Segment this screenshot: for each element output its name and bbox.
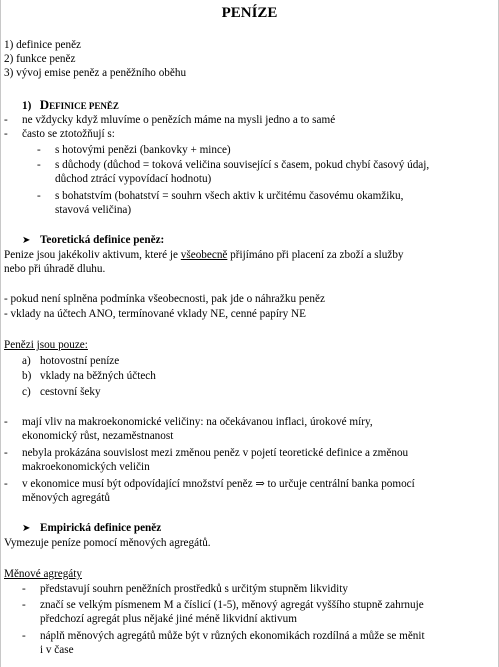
list-marker-b: b) xyxy=(22,370,32,382)
aggregates-heading: Měnové agregáty xyxy=(4,568,82,580)
page-left-edge xyxy=(0,0,1,667)
theoretical-definition-underlined: všeobecně xyxy=(180,249,228,261)
theoretical-heading: Teoretická definice peněz: xyxy=(40,234,165,246)
section1-bullet-1: ne vždycky když mluvíme o penězích máme na mysli jedno a to samé xyxy=(22,114,336,126)
toc-item-3: 3) vývoj emise peněz a peněžního oběhu xyxy=(4,67,187,79)
theoretical-definition xyxy=(4,248,404,262)
theoretical-bullet-2: nebyla prokázána souvislost mezi změnou peněz v pojetí teoretické definice a změnou xyxy=(22,447,409,459)
arrow-bullet-icon: ➤ xyxy=(22,235,31,246)
section1-heading-rest: EFINICE PENĚZ xyxy=(49,101,119,111)
only-money-heading: Penězi jsou pouze: xyxy=(4,339,88,351)
dash-marker: - xyxy=(37,159,41,171)
dash-marker: - xyxy=(4,447,8,459)
aggregates-bullet-3: náplň měnových agregátů může být v různých ekonomikách rozdílná a může se měnit xyxy=(40,630,425,642)
theoretical-bullet-1: mají vliv na makroekonomické veličiny: na očekávanou inflaci, úrokové míry, xyxy=(22,416,373,428)
theoretical-note-1: - pokud není splněna podmínka všeobecnosti, pak jde o náhražku peněz xyxy=(4,293,325,305)
aggregates-bullet-1: představují souhrn peněžních prostředků s určitým stupněm likvidity xyxy=(40,583,348,595)
aggregates-bullet-2: značí se velkým písmenem M a číslicí (1-5), měnový agregát vyššího stupně zahrnuje xyxy=(40,599,424,611)
section1-heading xyxy=(22,98,119,113)
section1-sub-1: s hotovými penězi (bankovky + mince) xyxy=(55,144,231,156)
theoretical-definition-text-end: přijímáno při placení za zboží a služby xyxy=(227,249,404,261)
theoretical-definition-cont: nebo při úhradě dluhu. xyxy=(4,263,106,275)
dash-marker: - xyxy=(4,416,8,428)
section1-heading-initial: D xyxy=(39,97,50,112)
empirical-description: Vymezuje peníze pomocí měnových agregátů. xyxy=(4,537,211,549)
empirical-heading: Empirická definice peněz xyxy=(40,522,162,534)
section1-sub-2-cont: důchod ztrácí vypovídací hodnotu) xyxy=(55,173,212,185)
list-marker-c: c) xyxy=(22,386,31,398)
section1-number: 1) xyxy=(22,100,32,112)
list-item-c: cestovní šeky xyxy=(40,386,101,398)
aggregates-bullet-2-cont: předchozí agregát plus nějaké jiné méně likvidní aktivum xyxy=(40,613,297,625)
list-marker-a: a) xyxy=(22,355,31,367)
arrow-bullet-icon: ➤ xyxy=(22,523,31,534)
theoretical-bullet-3: v ekonomice musí být odpovídající množství peněz ⇒ to určuje centrální banka pomocí xyxy=(22,478,415,490)
dash-marker: - xyxy=(22,583,26,595)
theoretical-bullet-2-cont: makroekonomických veličin xyxy=(22,461,150,473)
dash-marker: - xyxy=(22,630,26,642)
dash-marker: - xyxy=(4,114,8,126)
dash-marker: - xyxy=(4,478,8,490)
toc-item-1: 1) definice peněz xyxy=(4,39,82,51)
section1-sub-3: s bohatstvím (bohatství = souhrn všech aktiv k určitému časovému okamžiku, xyxy=(55,190,404,202)
list-item-b: vklady na běžných účtech xyxy=(40,370,156,382)
theoretical-bullet-3-cont: měnových agregátů xyxy=(22,492,110,504)
theoretical-bullet-1-cont: ekonomický růst, nezaměstnanost xyxy=(22,430,174,442)
aggregates-bullet-3-cont: i v čase xyxy=(40,644,74,656)
section1-sub-2: s důchody (důchod = toková veličina související s časem, pokud chybí časový údaj, xyxy=(55,159,430,171)
dash-marker: - xyxy=(37,190,41,202)
dash-marker: - xyxy=(37,144,41,156)
theoretical-definition-text: Penize jsou jakékoliv aktivum, které je xyxy=(4,249,181,261)
dash-marker: - xyxy=(22,599,26,611)
list-item-a: hotovostní peníze xyxy=(40,355,120,367)
document-title: PENÍZE xyxy=(221,5,278,21)
dash-marker: - xyxy=(4,128,8,140)
section1-sub-3-cont: stavová veličina) xyxy=(55,204,132,216)
theoretical-note-2: - vklady na účtech ANO, termínované vklady NE, cenné papíry NE xyxy=(4,308,306,320)
toc-item-2: 2) funkce peněz xyxy=(4,53,76,65)
section1-bullet-2: často se ztotožňují s: xyxy=(22,128,115,140)
